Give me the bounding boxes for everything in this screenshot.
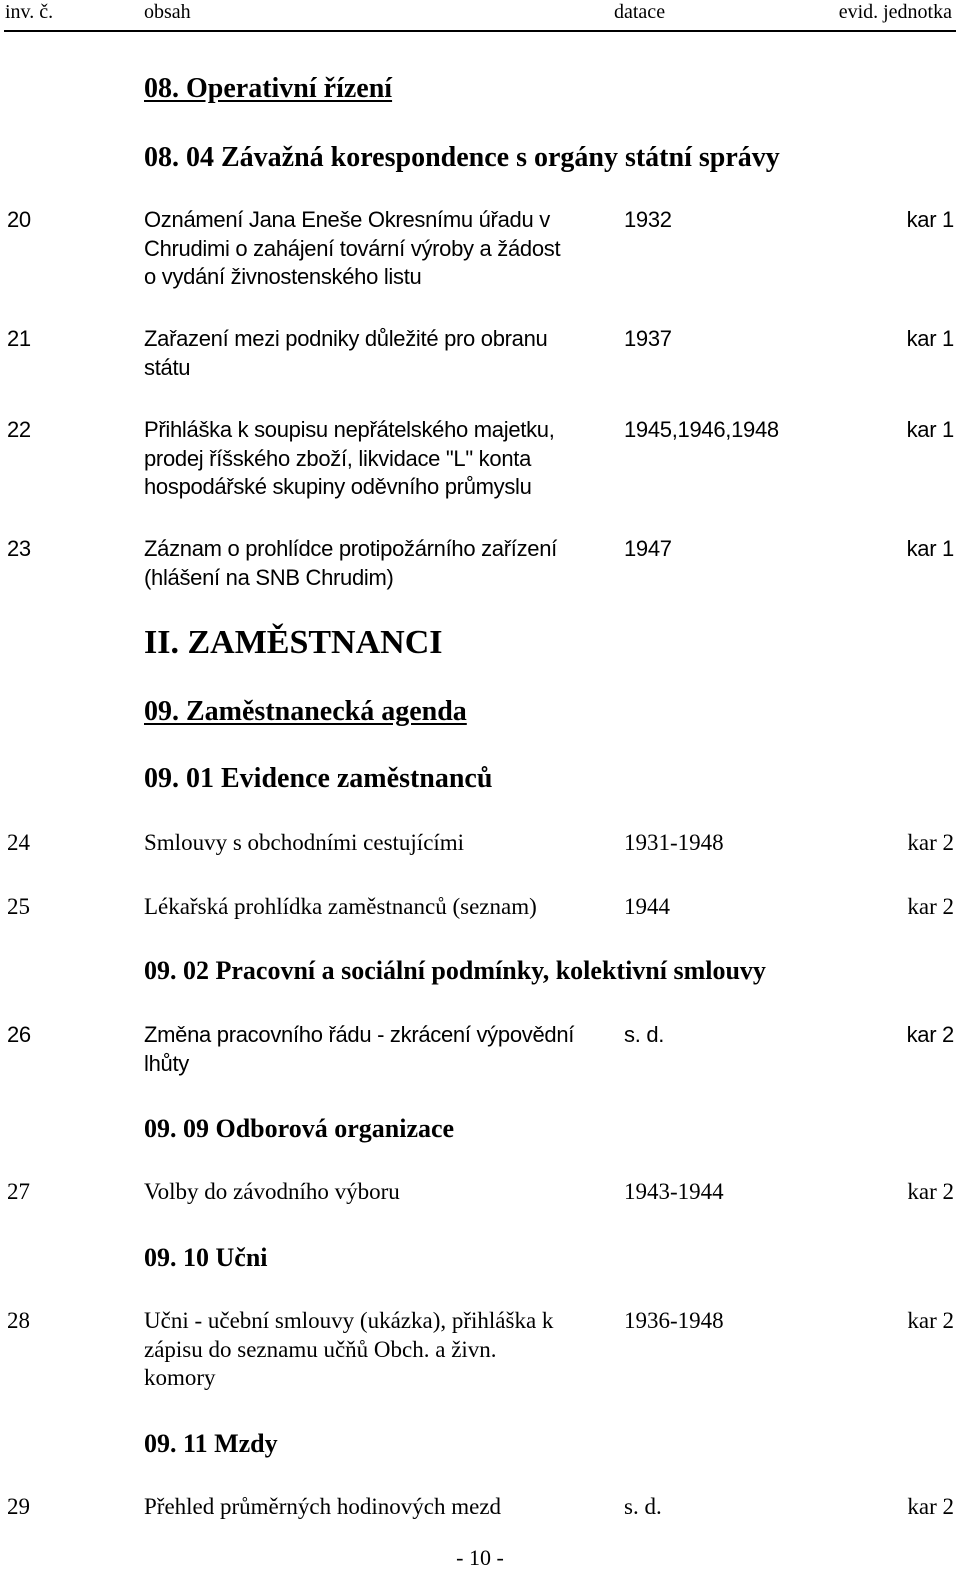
inventory-number: 25 bbox=[7, 894, 30, 919]
description-line: státu bbox=[144, 354, 191, 380]
header-number: inv. č. bbox=[5, 1, 54, 23]
inventory-unit: kar 1 bbox=[906, 207, 954, 232]
inventory-description bbox=[144, 416, 555, 502]
inventory-unit: kar 2 bbox=[907, 1179, 954, 1204]
section-09-11-title: 09. 11 Mzdy bbox=[144, 1429, 278, 1458]
section-08-04-title: 08. 04 Závažná korespondence s orgány státní správy bbox=[144, 142, 780, 173]
description-line: Zařazení mezi podniky důležité pro obranu bbox=[144, 326, 548, 351]
inventory-description bbox=[144, 206, 560, 292]
description-line: zápisu do seznamu učňů Obch. a živn. bbox=[144, 1336, 497, 1362]
inventory-date: 1943-1944 bbox=[624, 1179, 724, 1204]
inventory-description bbox=[144, 893, 537, 922]
inventory-unit: kar 1 bbox=[906, 326, 954, 351]
inventory-description bbox=[144, 325, 548, 382]
description-line: prodej říšského zboží, likvidace "L" konta bbox=[144, 445, 531, 471]
description-line: Oznámení Jana Eneše Okresnímu úřadu v bbox=[144, 207, 550, 232]
inventory-number: 28 bbox=[7, 1308, 30, 1333]
column-header bbox=[0, 0, 960, 34]
inventory-unit: kar 2 bbox=[907, 1494, 954, 1519]
header-content: obsah bbox=[144, 1, 191, 23]
section-09-09-title: 09. 09 Odborová organizace bbox=[144, 1114, 455, 1143]
inventory-unit: kar 1 bbox=[906, 536, 954, 561]
section-09-01-title: 09. 01 Evidence zaměstnanců bbox=[144, 763, 493, 794]
inventory-unit: kar 2 bbox=[906, 1022, 954, 1047]
header-unit: evid. jednotka bbox=[838, 1, 952, 23]
inventory-date: 1944 bbox=[624, 894, 670, 919]
inventory-date: 1936-1948 bbox=[624, 1308, 724, 1333]
description-line: Volby do závodního výboru bbox=[144, 1179, 400, 1204]
header-divider bbox=[4, 30, 956, 32]
inventory-description bbox=[144, 1493, 501, 1522]
section-09-02-title: 09. 02 Pracovní a sociální podmínky, kolektivní smlouvy bbox=[144, 956, 766, 985]
inventory-date: 1945,1946,1948 bbox=[624, 417, 779, 442]
description-line: komory bbox=[144, 1365, 216, 1390]
inventory-number: 20 bbox=[7, 207, 31, 232]
part-ii-title: II. ZAMĚSTNANCI bbox=[144, 624, 443, 661]
page-number: - 10 - bbox=[456, 1545, 504, 1570]
header-date: datace bbox=[614, 1, 666, 23]
inventory-date: 1932 bbox=[624, 207, 672, 232]
inventory-number: 24 bbox=[7, 830, 30, 855]
description-line: Přehled průměrných hodinových mezd bbox=[144, 1494, 502, 1519]
inventory-number: 27 bbox=[7, 1179, 30, 1204]
description-line: Smlouvy s obchodními cestujícími bbox=[144, 830, 465, 855]
description-line: o vydání živnostenského listu bbox=[144, 264, 422, 289]
inventory-unit: kar 2 bbox=[907, 830, 954, 855]
inventory-date: s. d. bbox=[624, 1494, 662, 1519]
section-09-title: 09. Zaměstnanecká agenda bbox=[144, 696, 467, 727]
inventory-date: 1931-1948 bbox=[624, 830, 724, 855]
inventory-description bbox=[144, 535, 557, 592]
description-line: (hlášení na SNB Chrudim) bbox=[144, 564, 394, 590]
inventory-description bbox=[144, 1307, 553, 1393]
inventory-unit: kar 1 bbox=[906, 417, 954, 442]
description-line: Lékařská prohlídka zaměstnanců (seznam) bbox=[144, 894, 537, 919]
inventory-number: 21 bbox=[7, 326, 31, 351]
inventory-description bbox=[144, 1021, 574, 1078]
inventory-description bbox=[144, 829, 464, 858]
section-08-title: 08. Operativní řízení bbox=[144, 73, 393, 104]
description-line: Přihláška k soupisu nepřátelského majetku, bbox=[144, 417, 555, 442]
description-line: Chrudimi o zahájení tovární výroby a žádost bbox=[144, 235, 561, 261]
description-line: Záznam o prohlídce protipožárního zařízení bbox=[144, 536, 557, 561]
inventory-unit: kar 2 bbox=[907, 894, 954, 919]
description-line: hospodářské skupiny oděvního průmyslu bbox=[144, 474, 532, 499]
description-line: Změna pracovního řádu - zkrácení výpovědní bbox=[144, 1022, 575, 1047]
section-09-10-title: 09. 10 Učni bbox=[144, 1243, 268, 1272]
inventory-date: 1937 bbox=[624, 326, 672, 351]
inventory-date: s. d. bbox=[624, 1022, 665, 1047]
inventory-date: 1947 bbox=[624, 536, 672, 561]
description-line: lhůty bbox=[144, 1050, 189, 1076]
inventory-number: 29 bbox=[7, 1494, 30, 1519]
description-line: Učni - učební smlouvy (ukázka), přihláška k bbox=[144, 1308, 554, 1333]
inventory-number: 23 bbox=[7, 536, 31, 561]
inventory-unit: kar 2 bbox=[907, 1308, 954, 1333]
inventory-number: 22 bbox=[7, 417, 31, 442]
inventory-number: 26 bbox=[7, 1022, 31, 1047]
inventory-description bbox=[144, 1178, 400, 1207]
